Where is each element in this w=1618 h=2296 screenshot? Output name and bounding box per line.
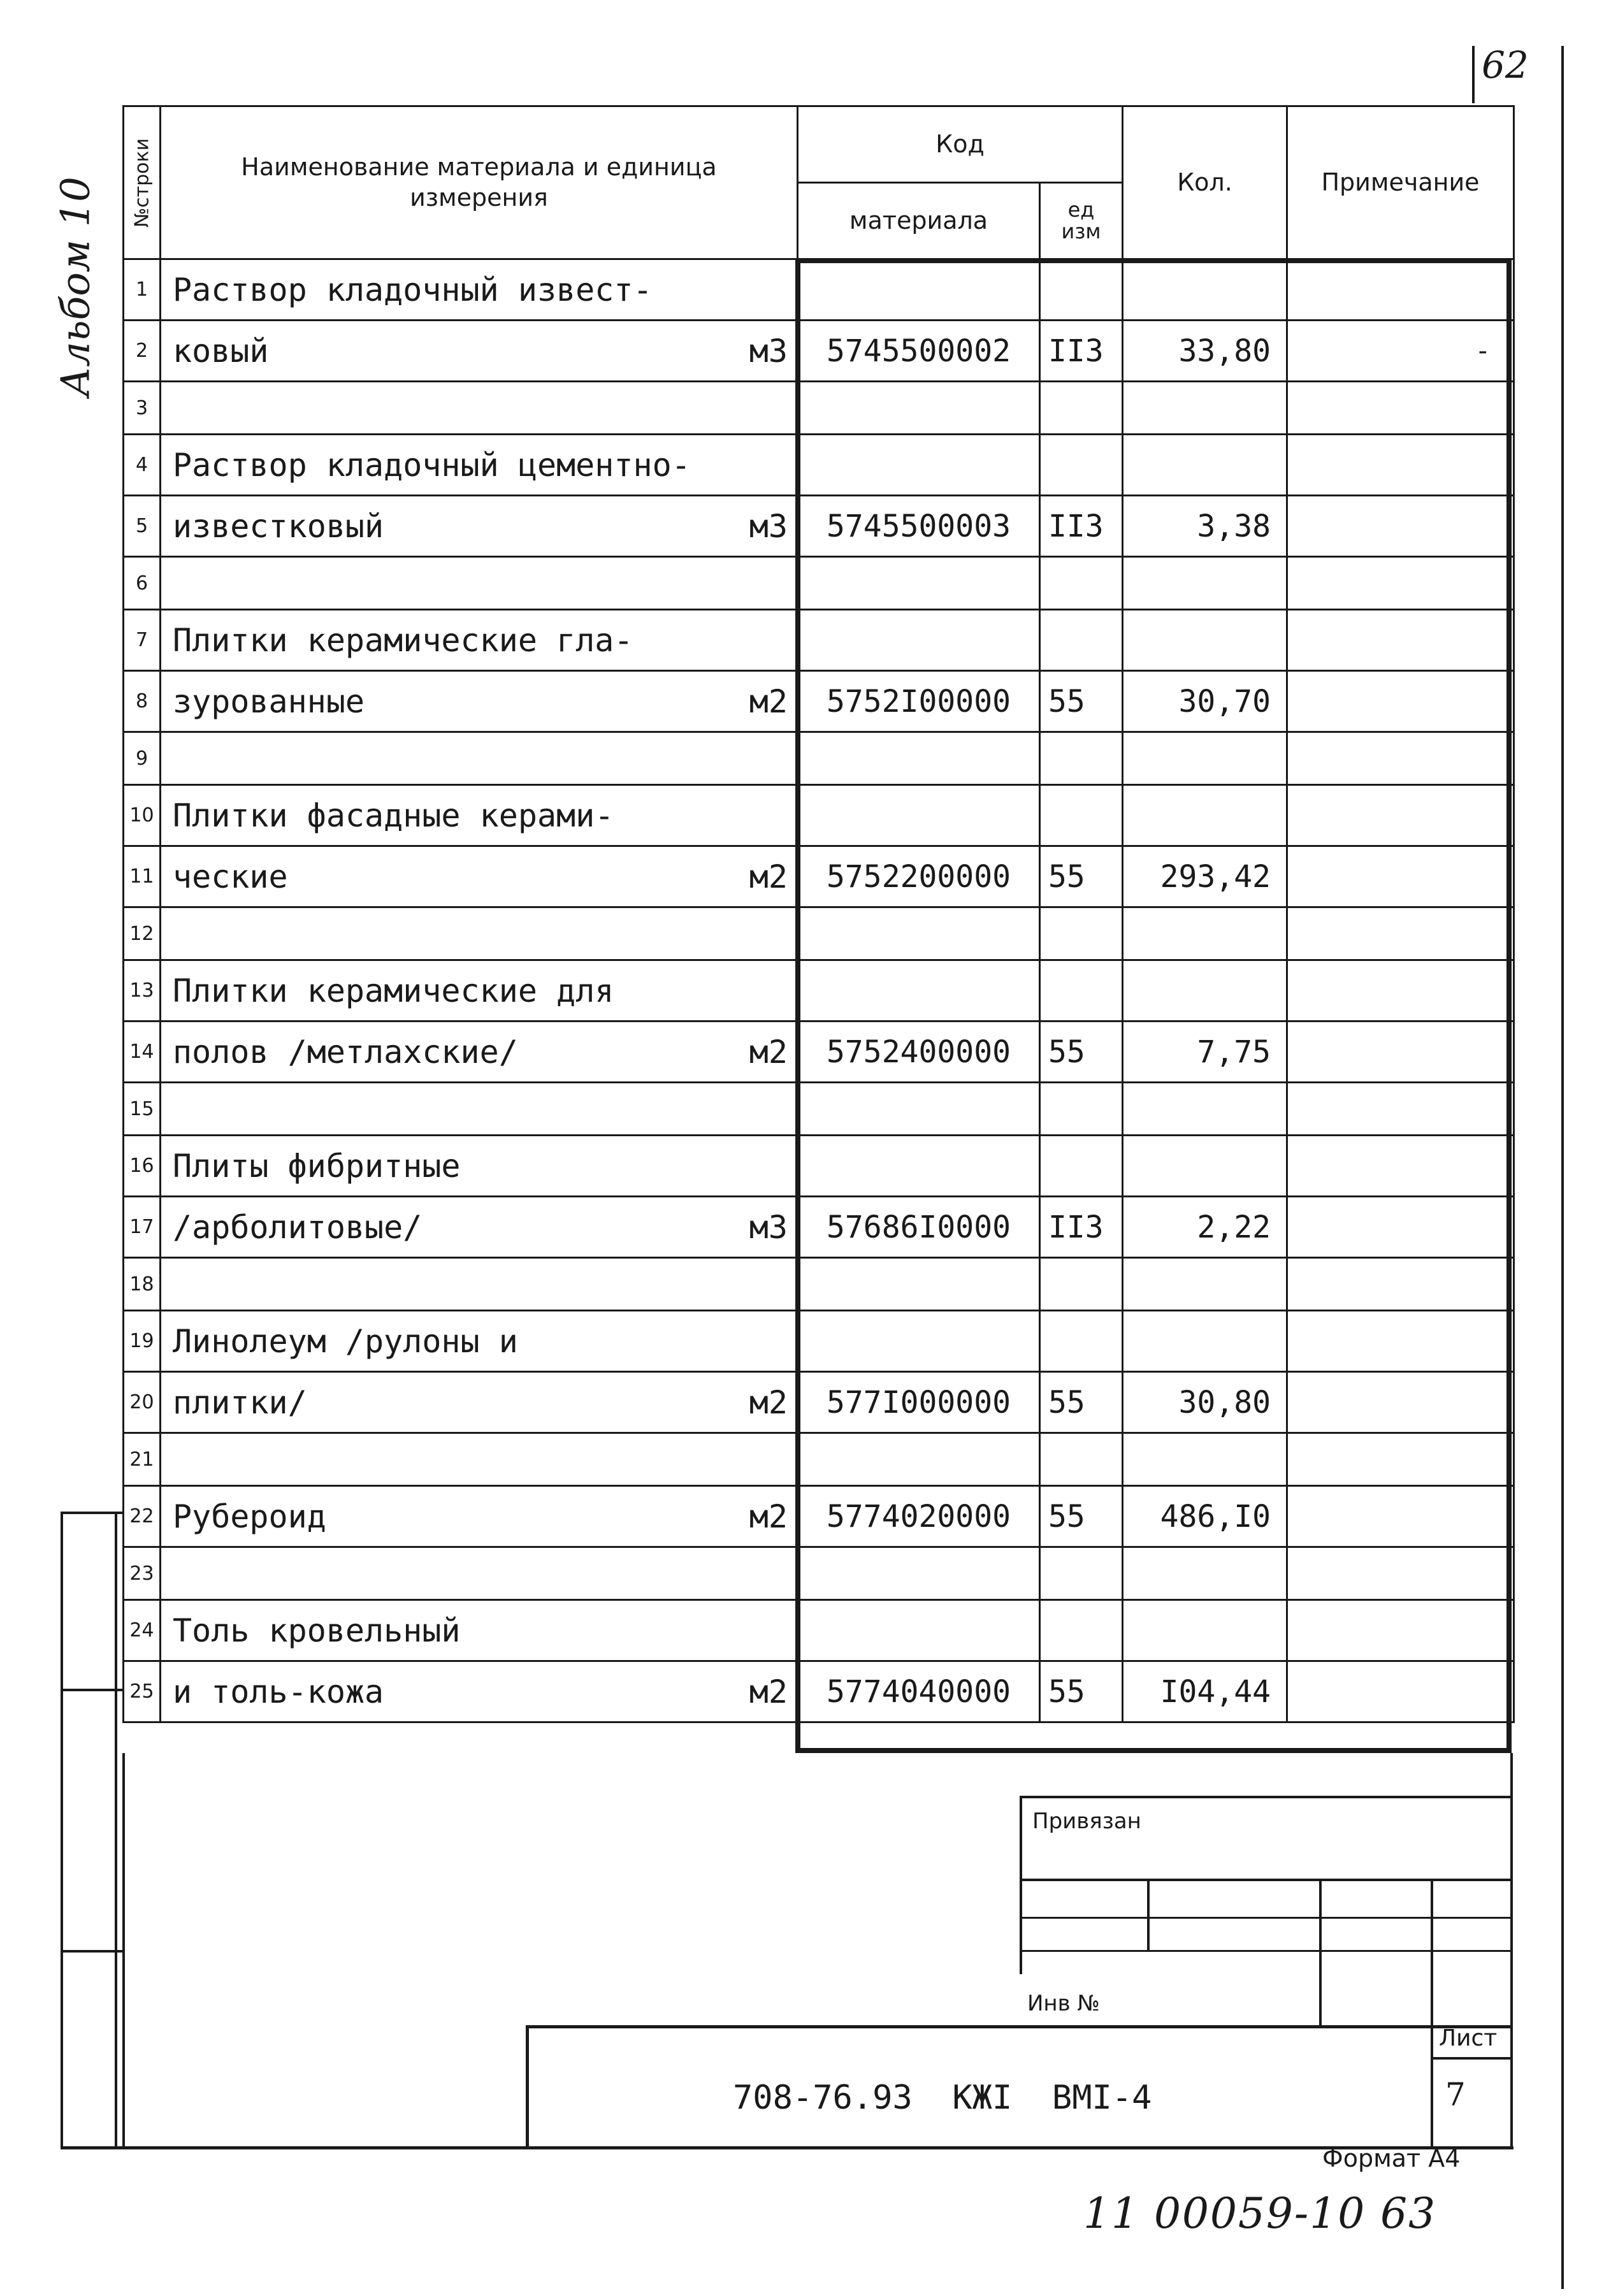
row-number: 18 — [129, 1273, 154, 1296]
note-cell — [1287, 1136, 1514, 1197]
sheet-number: 7 — [1445, 2076, 1466, 2113]
table-row — [124, 1311, 1514, 1372]
row-number-cell — [124, 496, 161, 557]
note-cell — [1287, 435, 1514, 496]
material-code-cell — [798, 321, 1040, 382]
row-number-cell — [124, 846, 161, 907]
material-name: Плитки фасадные керами- — [173, 797, 614, 834]
doc-code-box-left — [526, 2025, 529, 2148]
measure-unit: м2 — [749, 1383, 788, 1421]
note-cell — [1287, 1022, 1514, 1083]
row-number: 9 — [135, 747, 148, 770]
row-number: 20 — [129, 1391, 154, 1413]
note-cell — [1287, 496, 1514, 557]
material-name-cell — [161, 960, 798, 1022]
material-code: 5752200000 — [827, 858, 1011, 895]
row-number: 16 — [129, 1155, 154, 1177]
row-number: 3 — [135, 396, 148, 419]
table-row — [124, 960, 1514, 1022]
table-row — [124, 1372, 1514, 1433]
sheet-box-divider — [1431, 2057, 1513, 2060]
note-cell — [1287, 1486, 1514, 1547]
quantity: I04,44 — [1160, 1673, 1271, 1710]
row-number: 25 — [129, 1680, 154, 1703]
quantity-cell — [1123, 1372, 1287, 1433]
unit-code: 55 — [1048, 1034, 1085, 1070]
note-cell — [1287, 671, 1514, 732]
document-code: 708-76.93 КЖI ВМI-4 — [733, 2079, 1152, 2117]
quantity-cell — [1123, 610, 1287, 671]
material-code-cell — [798, 960, 1040, 1022]
material-name-cell — [161, 610, 798, 671]
quantity-cell — [1123, 1486, 1287, 1547]
quantity-cell — [1123, 321, 1287, 382]
bound-label: Привязан — [1032, 1809, 1141, 1834]
material-code-cell — [798, 1600, 1040, 1661]
row-number-cell — [124, 1311, 161, 1372]
unit-code: 55 — [1048, 1498, 1085, 1534]
note-cell — [1287, 1661, 1514, 1722]
unit-code-cell — [1040, 671, 1123, 732]
unit-code-cell — [1040, 382, 1123, 435]
material-name-cell — [161, 1311, 798, 1372]
row-number: 2 — [135, 340, 148, 362]
note-cell — [1287, 610, 1514, 671]
material-name-cell — [161, 1372, 798, 1433]
row-number-cell — [124, 1372, 161, 1433]
row-number-cell — [124, 382, 161, 435]
material-name: полов /метлахские/ — [173, 1033, 518, 1071]
row-number-cell — [124, 1433, 161, 1486]
row-number: 10 — [129, 804, 154, 827]
table-row — [124, 732, 1514, 785]
note-cell — [1287, 1372, 1514, 1433]
material-name: известковый — [173, 507, 384, 545]
quantity-cell — [1123, 846, 1287, 907]
page-bottom-line — [61, 2146, 1513, 2149]
quantity: 30,70 — [1178, 683, 1271, 719]
binding-strip-right — [115, 1512, 117, 2149]
note-cell — [1287, 259, 1514, 321]
quantity-cell — [1123, 1083, 1287, 1136]
material-name: /арболитовые/ — [173, 1208, 423, 1246]
material-name-cell — [161, 1136, 798, 1197]
material-name-cell — [161, 1486, 798, 1547]
album-label: Альбом 10 — [52, 177, 99, 397]
note-cell — [1287, 1197, 1514, 1258]
format-label: Формат А4 — [1322, 2144, 1461, 2172]
material-code-cell — [798, 785, 1040, 846]
material-name-cell — [161, 1083, 798, 1136]
unit-code-cell — [1040, 732, 1123, 785]
unit-code-cell — [1040, 321, 1123, 382]
quantity: 486,I0 — [1160, 1498, 1271, 1534]
row-number: 24 — [129, 1619, 154, 1642]
material-code-cell — [798, 610, 1040, 671]
material-name-cell — [161, 435, 798, 496]
material-code-cell — [798, 557, 1040, 610]
row-number: 8 — [135, 690, 148, 712]
note-cell — [1287, 1600, 1514, 1661]
table-row — [124, 671, 1514, 732]
unit-code-cell — [1040, 496, 1123, 557]
quantity-cell — [1123, 1547, 1287, 1600]
material-name-cell — [161, 321, 798, 382]
material-name-cell — [161, 671, 798, 732]
material-code-cell — [798, 435, 1040, 496]
measure-unit: м3 — [749, 332, 788, 370]
material-code: 5745500003 — [827, 508, 1011, 544]
material-name-cell — [161, 1600, 798, 1661]
page-number-divider — [1472, 46, 1475, 103]
row-number: 14 — [129, 1041, 154, 1063]
note-cell — [1287, 1547, 1514, 1600]
row-number-cell — [124, 1258, 161, 1311]
note-cell — [1287, 1258, 1514, 1311]
quantity: 3,38 — [1197, 508, 1271, 544]
inv-label: Инв № — [1027, 1991, 1100, 2016]
material-name-cell — [161, 1197, 798, 1258]
unit-code-cell — [1040, 259, 1123, 321]
row-number-cell — [124, 1600, 161, 1661]
material-name: Плитки керамические гла- — [173, 621, 633, 659]
quantity-header: Кол. — [1123, 106, 1287, 259]
measure-unit: м2 — [749, 682, 788, 720]
title-block-top — [1020, 1796, 1513, 1798]
quantity: 293,42 — [1160, 858, 1271, 895]
note: - — [1478, 336, 1487, 366]
table-row — [124, 435, 1514, 496]
table-row — [124, 1258, 1514, 1311]
note-cell — [1287, 1083, 1514, 1136]
unit-code: II3 — [1048, 333, 1104, 369]
material-code-cell — [798, 732, 1040, 785]
unit-code-cell — [1040, 435, 1123, 496]
row-number-cell — [124, 321, 161, 382]
unit-code: II3 — [1048, 1209, 1104, 1245]
quantity-cell — [1123, 382, 1287, 435]
page-number: 62 — [1482, 43, 1529, 87]
material-name: Раствор кладочный цементно- — [173, 446, 691, 484]
row-number-header — [124, 106, 161, 259]
unit-code-cell — [1040, 1136, 1123, 1197]
row-number-cell — [124, 557, 161, 610]
unit-code-cell — [1040, 1372, 1123, 1433]
material-code: 5745500002 — [827, 333, 1011, 369]
unit-code-cell — [1040, 907, 1123, 960]
row-number-header-label: №строки — [130, 138, 153, 227]
quantity-cell — [1123, 671, 1287, 732]
material-name-cell — [161, 259, 798, 321]
row-number-cell — [124, 1547, 161, 1600]
row-number-cell — [124, 610, 161, 671]
material-code-cell — [798, 1258, 1040, 1311]
quantity-cell — [1123, 1433, 1287, 1486]
row-number: 13 — [129, 979, 154, 1002]
table-row — [124, 1433, 1514, 1486]
material-name: зурованные — [173, 682, 365, 720]
note-cell — [1287, 846, 1514, 907]
quantity-cell — [1123, 1311, 1287, 1372]
row-number: 15 — [129, 1097, 154, 1120]
quantity: 30,80 — [1178, 1384, 1271, 1420]
doc-code-box-top — [526, 2025, 1513, 2028]
unit-code-cell — [1040, 1661, 1123, 1722]
material-name: и толь-кожа — [173, 1673, 384, 1710]
material-code: 5774040000 — [827, 1673, 1011, 1710]
measure-unit: м3 — [749, 507, 788, 545]
table-row — [124, 496, 1514, 557]
quantity-cell — [1123, 435, 1287, 496]
material-code-cell — [798, 1083, 1040, 1136]
material-name-cell — [161, 846, 798, 907]
table-row — [124, 259, 1514, 321]
row-number-cell — [124, 732, 161, 785]
unit-code-cell — [1040, 557, 1123, 610]
material-code-cell — [798, 907, 1040, 960]
row-number: 23 — [129, 1562, 154, 1585]
unit-code-cell — [1040, 785, 1123, 846]
material-code-cell — [798, 1136, 1040, 1197]
row-number: 7 — [135, 629, 148, 651]
note-cell — [1287, 907, 1514, 960]
note-cell — [1287, 960, 1514, 1022]
quantity-cell — [1123, 732, 1287, 785]
table-row — [124, 1547, 1514, 1600]
frame-left-lower — [122, 1753, 125, 2148]
material-code: 577I000000 — [827, 1384, 1011, 1420]
quantity: 7,75 — [1197, 1034, 1271, 1070]
note-cell — [1287, 1433, 1514, 1486]
material-code-cell — [798, 1433, 1040, 1486]
row-number-cell — [124, 1197, 161, 1258]
row-number-cell — [124, 907, 161, 960]
row-number-cell — [124, 259, 161, 321]
name-header-label: Наименование материала и единица измерения — [241, 153, 717, 212]
unit-code: 55 — [1048, 1384, 1085, 1420]
quantity-cell — [1123, 960, 1287, 1022]
row-number-cell — [124, 1022, 161, 1083]
title-block-row-1 — [1020, 1879, 1513, 1881]
materials-table — [122, 105, 1515, 1723]
row-number-cell — [124, 785, 161, 846]
unit-code-cell — [1040, 1433, 1123, 1486]
unit-code: 55 — [1048, 1673, 1085, 1710]
note-header: Примечание — [1287, 106, 1514, 259]
table-row — [124, 1083, 1514, 1136]
material-name-cell — [161, 732, 798, 785]
title-block-left — [1020, 1796, 1022, 1974]
material-name-cell — [161, 1433, 798, 1486]
material-code-cell — [798, 382, 1040, 435]
material-code: 57686I0000 — [827, 1209, 1011, 1245]
row-number-cell — [124, 1661, 161, 1722]
material-code-cell — [798, 1486, 1040, 1547]
material-code-cell — [798, 1661, 1040, 1722]
row-number: 6 — [135, 572, 148, 595]
unit-code: II3 — [1048, 508, 1104, 544]
material-code-cell — [798, 671, 1040, 732]
quantity-cell — [1123, 907, 1287, 960]
row-number: 12 — [129, 922, 154, 945]
quantity-cell — [1123, 496, 1287, 557]
row-number: 1 — [135, 278, 148, 301]
quantity: 33,80 — [1178, 333, 1271, 369]
material-name-cell — [161, 1661, 798, 1722]
row-number: 19 — [129, 1330, 154, 1352]
material-name: ческие — [173, 858, 288, 895]
row-number-cell — [124, 1486, 161, 1547]
handwritten-stamp: 11 00059-10 63 — [1083, 2189, 1437, 2238]
note-cell — [1287, 321, 1514, 382]
note-cell — [1287, 1311, 1514, 1372]
material-code-cell — [798, 1311, 1040, 1372]
table-row — [124, 321, 1514, 382]
measure-unit: м2 — [749, 1498, 788, 1535]
code-header: Код — [798, 106, 1123, 183]
material-name: Толь кровельный — [173, 1612, 461, 1649]
row-number: 21 — [129, 1448, 154, 1471]
table-row — [124, 1661, 1514, 1722]
material-code-cell — [798, 259, 1040, 321]
unit-code-cell — [1040, 1600, 1123, 1661]
quantity-cell — [1123, 1022, 1287, 1083]
title-block-col-3 — [1431, 1879, 1433, 2146]
table-row — [124, 846, 1514, 907]
measure-unit: м2 — [749, 1673, 788, 1710]
material-code: 5752400000 — [827, 1034, 1011, 1070]
unit-code-cell — [1040, 1022, 1123, 1083]
table-row — [124, 1022, 1514, 1083]
title-block-row-2 — [1020, 1917, 1513, 1919]
material-code-header: материала — [798, 183, 1040, 259]
table-row — [124, 785, 1514, 846]
material-name: Плитки керамические для — [173, 972, 614, 1009]
unit-code-cell — [1040, 1083, 1123, 1136]
material-name: ковый — [173, 332, 269, 370]
material-code-cell — [798, 1022, 1040, 1083]
note-cell — [1287, 785, 1514, 846]
quantity-cell — [1123, 1600, 1287, 1661]
table-row — [124, 610, 1514, 671]
material-name: Раствор кладочный извест- — [173, 271, 653, 308]
unit-code-cell — [1040, 610, 1123, 671]
material-name-cell — [161, 557, 798, 610]
row-number-cell — [124, 671, 161, 732]
unit-code-header-label: ед изм — [1061, 197, 1101, 243]
title-block-col-1 — [1147, 1879, 1150, 1952]
unit-code-header — [1040, 183, 1123, 259]
row-number: 17 — [129, 1216, 154, 1238]
quantity-cell — [1123, 1258, 1287, 1311]
row-number-cell — [124, 435, 161, 496]
measure-unit: м2 — [749, 858, 788, 895]
material-code: 5752I00000 — [827, 683, 1011, 719]
title-block-row-3 — [1020, 1950, 1513, 1952]
table-row — [124, 382, 1514, 435]
material-name: Линолеум /рулоны и — [173, 1322, 518, 1360]
material-name-cell — [161, 382, 798, 435]
material-code-cell — [798, 1372, 1040, 1433]
row-number: 11 — [129, 865, 154, 888]
unit-code-cell — [1040, 1486, 1123, 1547]
material-code-cell — [798, 846, 1040, 907]
table-row — [124, 1197, 1514, 1258]
unit-code-cell — [1040, 1258, 1123, 1311]
quantity-cell — [1123, 1136, 1287, 1197]
material-name-cell — [161, 1547, 798, 1600]
unit-code: 55 — [1048, 683, 1085, 719]
row-number: 5 — [135, 515, 148, 537]
binding-strip-left — [61, 1512, 63, 2149]
material-code-cell — [798, 496, 1040, 557]
quantity-cell — [1123, 1661, 1287, 1722]
row-number-cell — [124, 1136, 161, 1197]
material-name-cell — [161, 1258, 798, 1311]
table-row — [124, 1600, 1514, 1661]
material-code-cell — [798, 1547, 1040, 1600]
row-number: 4 — [135, 454, 148, 476]
materials-body — [124, 259, 1514, 1722]
material-name-cell — [161, 496, 798, 557]
unit-code-cell — [1040, 846, 1123, 907]
material-name: Рубероид — [173, 1498, 326, 1535]
row-number-cell — [124, 960, 161, 1022]
material-code: 5774020000 — [827, 1498, 1011, 1534]
note-cell — [1287, 557, 1514, 610]
note-cell — [1287, 382, 1514, 435]
quantity: 2,22 — [1197, 1209, 1271, 1245]
table-row — [124, 907, 1514, 960]
sheet-label: Лист — [1439, 2025, 1498, 2051]
title-block-col-2 — [1319, 1879, 1322, 2026]
quantity-cell — [1123, 785, 1287, 846]
unit-code-cell — [1040, 1311, 1123, 1372]
material-name: плитки/ — [173, 1383, 307, 1421]
unit-code-cell — [1040, 1197, 1123, 1258]
unit-code: 55 — [1048, 858, 1085, 895]
table-row — [124, 557, 1514, 610]
note-cell — [1287, 732, 1514, 785]
quantity-cell — [1123, 557, 1287, 610]
material-name-cell — [161, 907, 798, 960]
name-header — [161, 106, 798, 259]
material-name: Плиты фибритные — [173, 1147, 461, 1185]
quantity-cell — [1123, 259, 1287, 321]
quantity-cell — [1123, 1197, 1287, 1258]
unit-code-cell — [1040, 960, 1123, 1022]
material-name-cell — [161, 785, 798, 846]
row-number-cell — [124, 1083, 161, 1136]
row-number: 22 — [129, 1505, 154, 1527]
unit-code-cell — [1040, 1547, 1123, 1600]
measure-unit: м2 — [749, 1033, 788, 1071]
material-name-cell — [161, 1022, 798, 1083]
measure-unit: м3 — [749, 1208, 788, 1246]
table-row — [124, 1136, 1514, 1197]
material-code-cell — [798, 1197, 1040, 1258]
table-row — [124, 1486, 1514, 1547]
right-margin-line — [1561, 46, 1564, 2289]
